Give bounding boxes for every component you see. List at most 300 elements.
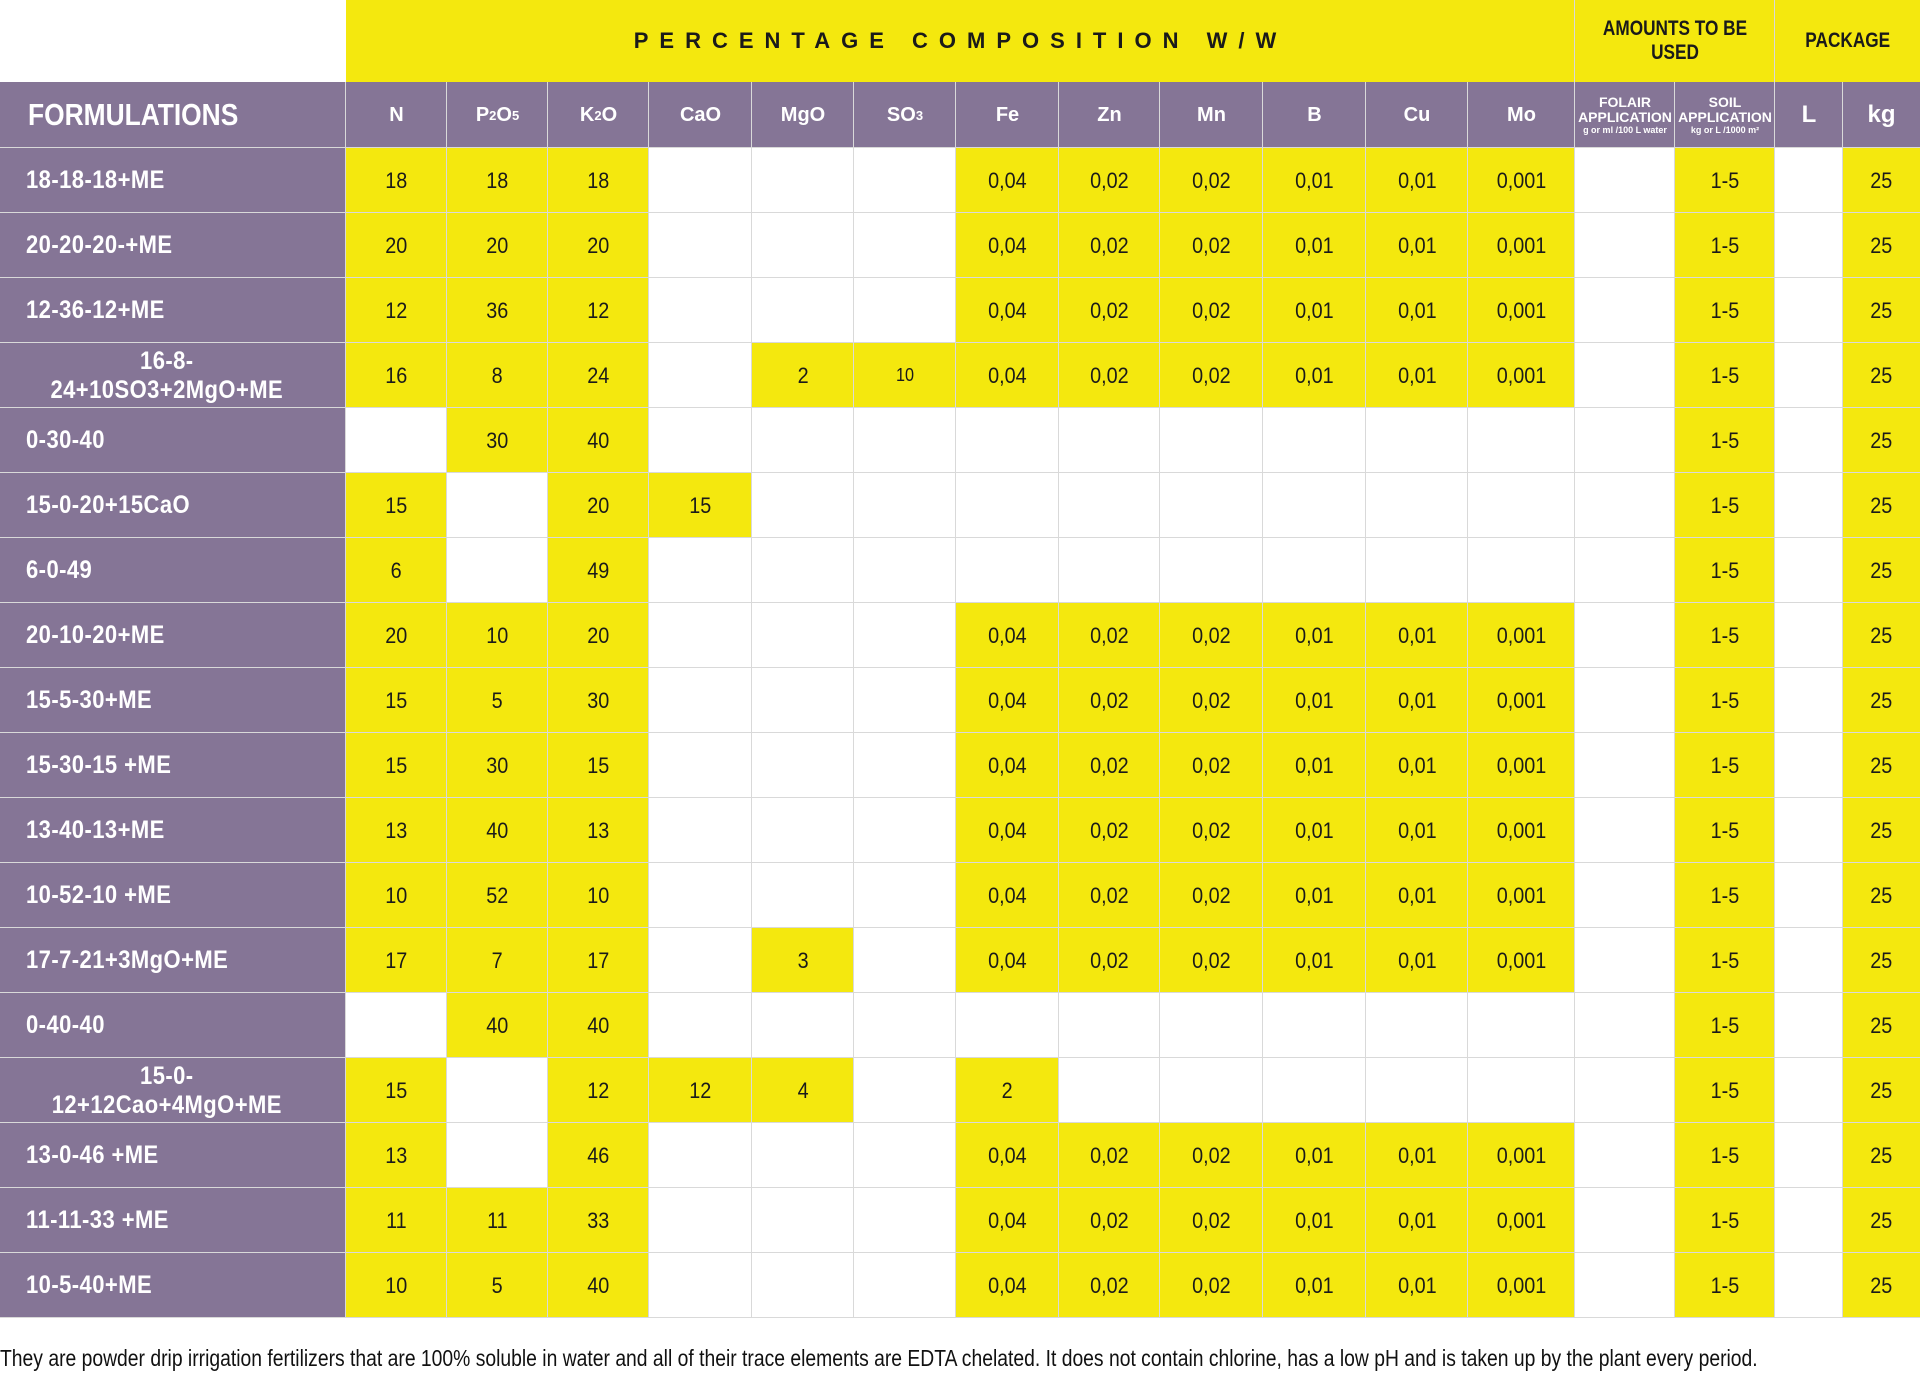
composition-value: 0,02 [1090, 297, 1129, 323]
composition-value: 0,02 [1192, 362, 1231, 388]
soil-value: 1-5 [1710, 167, 1740, 193]
column-header-package-kg [1843, 82, 1920, 148]
composition-cell-mo [1468, 538, 1575, 603]
composition-cell-n [346, 1188, 447, 1253]
composition-value: 0,02 [1192, 752, 1231, 778]
package-l-cell [1775, 473, 1843, 538]
grid-line-horizontal [0, 1187, 1920, 1188]
soil-value: 1-5 [1710, 882, 1740, 908]
composition-cell-cu [1366, 1123, 1468, 1188]
composition-cell-fe [956, 408, 1059, 473]
composition-cell-p2o5 [447, 1188, 548, 1253]
composition-cell-k2o [548, 1123, 649, 1188]
composition-value: 0,04 [988, 1272, 1027, 1298]
composition-value: 40 [486, 1012, 509, 1038]
composition-value: 0,02 [1192, 232, 1231, 258]
composition-value: 18 [587, 167, 610, 193]
composition-cell-mgo [752, 668, 854, 733]
composition-cell-k2o [548, 603, 649, 668]
column-header-k2o [548, 82, 649, 148]
composition-cell-zn [1059, 538, 1160, 603]
package-kg-value: 25 [1870, 362, 1893, 388]
grid-line-vertical [1774, 82, 1775, 1318]
composition-cell-b [1263, 148, 1366, 213]
composition-value: 20 [587, 622, 610, 648]
formulation-name-text: 15-0-20+15CaO [26, 491, 191, 519]
composition-cell-so3 [854, 473, 956, 538]
composition-cell-cu [1366, 408, 1468, 473]
composition-value: 52 [486, 882, 509, 908]
composition-cell-mgo [752, 1058, 854, 1123]
column-header-label: K [579, 103, 595, 126]
composition-cell-n [346, 668, 447, 733]
composition-value: 0,04 [988, 297, 1027, 323]
composition-value: 12 [689, 1077, 712, 1103]
composition-value: 13 [385, 1142, 408, 1168]
composition-cell-b [1263, 863, 1366, 928]
grid-line-vertical [1365, 82, 1366, 1318]
folair-application-cell [1575, 538, 1675, 603]
package-l-label: L [1801, 101, 1817, 128]
composition-value: 0,02 [1192, 1142, 1231, 1168]
folair-application-cell [1575, 1188, 1675, 1253]
group-header-amounts [1575, 0, 1775, 82]
composition-cell-n [346, 278, 447, 343]
column-header-label: Zn [1097, 103, 1122, 126]
grid-line-vertical [1058, 82, 1059, 1318]
composition-cell-fe [956, 278, 1059, 343]
package-l-cell [1775, 1188, 1843, 1253]
composition-cell-p2o5 [447, 928, 548, 993]
composition-cell-p2o5 [447, 1058, 548, 1123]
composition-value: 0,01 [1295, 752, 1334, 778]
composition-value: 0,01 [1295, 882, 1334, 908]
composition-value: 0,01 [1397, 882, 1437, 908]
composition-value: 5 [491, 1272, 504, 1298]
folair-application-cell [1575, 1253, 1675, 1318]
package-kg-label: kg [1867, 101, 1896, 128]
composition-value: 0,04 [988, 167, 1027, 193]
grid-line-horizontal [0, 212, 1920, 213]
column-header-formulations-label: FORMULATIONS [28, 97, 239, 132]
composition-value: 15 [385, 752, 408, 778]
grid-line-vertical [648, 82, 649, 1318]
column-header-cao [649, 82, 752, 148]
formulation-name [0, 863, 346, 928]
composition-cell-b [1263, 733, 1366, 798]
soil-application-cell [1675, 213, 1775, 278]
folair-unit: g or ml /100 L water [1583, 124, 1667, 135]
composition-cell-cu [1366, 538, 1468, 603]
formulation-name [0, 733, 346, 798]
soil-value: 1-5 [1710, 492, 1740, 518]
grid-line-horizontal [0, 797, 1920, 798]
folair-application-cell [1575, 733, 1675, 798]
package-kg-value: 25 [1870, 167, 1893, 193]
composition-cell-cao [649, 1253, 752, 1318]
formulation-name [0, 538, 346, 603]
composition-cell-zn [1059, 993, 1160, 1058]
composition-value: 0,001 [1496, 232, 1547, 258]
composition-cell-k2o [548, 928, 649, 993]
package-l-cell [1775, 213, 1843, 278]
composition-value: 0,02 [1192, 947, 1231, 973]
composition-value: 0,01 [1295, 1272, 1334, 1298]
composition-cell-k2o [548, 798, 649, 863]
group-separator [1574, 0, 1575, 82]
composition-value: 12 [587, 1077, 610, 1103]
formulation-name-text: 13-40-13+ME [26, 816, 165, 844]
composition-value: 8 [491, 362, 504, 388]
composition-value: 0,02 [1192, 1207, 1231, 1233]
composition-value: 7 [491, 947, 504, 973]
composition-cell-p2o5 [447, 863, 548, 928]
package-kg-cell [1843, 473, 1920, 538]
composition-cell-mgo [752, 1188, 854, 1253]
folair-application-cell [1575, 603, 1675, 668]
composition-value: 6 [390, 557, 403, 583]
grid-line-horizontal [0, 732, 1920, 733]
column-header-subscript: 2 [594, 107, 602, 123]
composition-cell-cao [649, 798, 752, 863]
column-header-mn [1160, 82, 1263, 148]
composition-value: 30 [486, 427, 509, 453]
composition-value: 0,01 [1295, 947, 1334, 973]
composition-cell-p2o5 [447, 993, 548, 1058]
composition-cell-fe [956, 798, 1059, 863]
composition-value: 0,01 [1295, 167, 1334, 193]
composition-value: 0,01 [1397, 297, 1437, 323]
grid-line-horizontal [0, 1122, 1920, 1123]
composition-cell-zn [1059, 278, 1160, 343]
formulation-name-text: 17-7-21+3MgO+ME [26, 946, 229, 974]
column-header-label: O [601, 103, 618, 126]
composition-cell-mo [1468, 733, 1575, 798]
composition-cell-k2o [548, 1188, 649, 1253]
grid-line-vertical [547, 82, 548, 1318]
composition-cell-k2o [548, 213, 649, 278]
folair-application-cell [1575, 863, 1675, 928]
formulation-name-text: 0-40-40 [26, 1011, 105, 1039]
composition-cell-mgo [752, 408, 854, 473]
formulation-name-text: 15-5-30+ME [26, 686, 153, 714]
composition-cell-p2o5 [447, 668, 548, 733]
column-header-n [346, 82, 447, 148]
composition-cell-n [346, 1253, 447, 1318]
composition-cell-so3 [854, 213, 956, 278]
composition-cell-p2o5 [447, 278, 548, 343]
composition-value: 0,01 [1397, 752, 1437, 778]
package-l-cell [1775, 603, 1843, 668]
composition-value: 15 [385, 687, 408, 713]
grid-line-horizontal [0, 667, 1920, 668]
composition-cell-so3 [854, 668, 956, 733]
grid-line-horizontal [0, 537, 1920, 538]
soil-application-cell [1675, 603, 1775, 668]
folair-application-cell [1575, 473, 1675, 538]
composition-cell-cao [649, 213, 752, 278]
soil-value: 1-5 [1710, 232, 1740, 258]
grid-line-horizontal [0, 927, 1920, 928]
composition-cell-cu [1366, 668, 1468, 733]
column-header-label: Cu [1403, 103, 1431, 126]
soil-application-cell [1675, 993, 1775, 1058]
composition-cell-mn [1160, 343, 1263, 408]
composition-cell-mn [1160, 798, 1263, 863]
composition-cell-so3 [854, 278, 956, 343]
composition-cell-mgo [752, 1123, 854, 1188]
composition-value: 30 [486, 752, 509, 778]
package-kg-value: 25 [1870, 1272, 1893, 1298]
composition-value: 0,01 [1397, 947, 1437, 973]
composition-value: 0,04 [988, 752, 1027, 778]
composition-value: 0,02 [1090, 752, 1129, 778]
composition-cell-n [346, 993, 447, 1058]
formulation-name-text: 10-52-10 +ME [26, 881, 172, 909]
composition-cell-p2o5 [447, 538, 548, 603]
composition-cell-b [1263, 538, 1366, 603]
composition-value: 3 [797, 947, 809, 973]
composition-cell-k2o [548, 343, 649, 408]
composition-cell-p2o5 [447, 408, 548, 473]
composition-cell-mn [1160, 408, 1263, 473]
composition-cell-n [346, 603, 447, 668]
composition-value: 0,04 [988, 947, 1027, 973]
composition-value: 17 [385, 947, 408, 973]
grid-line-horizontal [0, 1252, 1920, 1253]
composition-cell-mgo [752, 733, 854, 798]
composition-cell-p2o5 [447, 148, 548, 213]
formulation-name-text: 10-5-40+ME [26, 1271, 153, 1299]
composition-cell-so3 [854, 1253, 956, 1318]
composition-cell-n [346, 733, 447, 798]
folair-application-cell [1575, 148, 1675, 213]
package-kg-value: 25 [1870, 297, 1893, 323]
formulation-name-text: 20-10-20+ME [26, 621, 165, 649]
composition-value: 0,04 [988, 687, 1027, 713]
composition-value: 18 [486, 167, 509, 193]
composition-cell-n [346, 798, 447, 863]
column-header-formulations [0, 82, 346, 148]
soil-value: 1-5 [1710, 752, 1740, 778]
soil-value: 1-5 [1710, 687, 1740, 713]
column-header-label: SO [886, 103, 916, 126]
composition-cell-cao [649, 343, 752, 408]
package-kg-cell [1843, 538, 1920, 603]
composition-cell-zn [1059, 408, 1160, 473]
composition-cell-mn [1160, 863, 1263, 928]
composition-value: 0,02 [1090, 232, 1129, 258]
grid-line-horizontal [0, 472, 1920, 473]
composition-cell-n [346, 1058, 447, 1123]
package-kg-cell [1843, 408, 1920, 473]
package-kg-cell [1843, 733, 1920, 798]
composition-value: 0,02 [1192, 882, 1231, 908]
column-header-label: P [475, 103, 490, 126]
composition-cell-zn [1059, 668, 1160, 733]
composition-cell-cu [1366, 863, 1468, 928]
composition-value: 0,04 [988, 362, 1027, 388]
composition-cell-mgo [752, 603, 854, 668]
formulation-name-text: 15-0-12+12Cao+4MgO+ME [51, 1061, 282, 1119]
composition-cell-cao [649, 1188, 752, 1253]
package-kg-cell [1843, 798, 1920, 863]
composition-cell-so3 [854, 148, 956, 213]
composition-cell-mn [1160, 668, 1263, 733]
formulation-name [0, 928, 346, 993]
composition-cell-cao [649, 733, 752, 798]
composition-value: 0,01 [1397, 1207, 1437, 1233]
composition-value: 4 [797, 1077, 809, 1103]
composition-cell-mo [1468, 928, 1575, 993]
composition-value: 0,01 [1397, 622, 1437, 648]
column-header-label: O [496, 103, 512, 126]
group-header-package-label: PACKAGE [1805, 29, 1890, 52]
package-kg-value: 25 [1870, 232, 1893, 258]
package-kg-cell [1843, 993, 1920, 1058]
composition-cell-mgo [752, 863, 854, 928]
formulation-name [0, 1058, 346, 1123]
footnote [0, 1336, 1920, 1380]
soil-value: 1-5 [1710, 1077, 1740, 1103]
package-l-cell [1775, 278, 1843, 343]
composition-cell-n [346, 538, 447, 603]
soil-application-cell [1675, 408, 1775, 473]
composition-value: 0,02 [1090, 817, 1129, 843]
composition-value: 5 [491, 687, 504, 713]
soil-application-cell [1675, 148, 1775, 213]
package-l-cell [1775, 1058, 1843, 1123]
composition-value: 0,02 [1090, 167, 1129, 193]
composition-cell-k2o [548, 408, 649, 473]
composition-cell-k2o [548, 538, 649, 603]
composition-value: 0,01 [1397, 817, 1437, 843]
column-header-folair-application [1575, 82, 1675, 148]
package-l-cell [1775, 798, 1843, 863]
column-header-subscript: 3 [915, 107, 924, 123]
composition-cell-cao [649, 278, 752, 343]
composition-value: 0,04 [988, 232, 1027, 258]
composition-cell-mo [1468, 473, 1575, 538]
composition-value: 0,001 [1496, 947, 1547, 973]
folair-application-cell [1575, 213, 1675, 278]
composition-cell-b [1263, 278, 1366, 343]
composition-cell-b [1263, 213, 1366, 278]
composition-value: 0,01 [1295, 362, 1334, 388]
package-kg-value: 25 [1870, 622, 1893, 648]
column-header-label: N [389, 103, 404, 126]
composition-value: 0,001 [1496, 687, 1547, 713]
composition-cell-cu [1366, 928, 1468, 993]
composition-cell-cao [649, 993, 752, 1058]
composition-value: 40 [486, 817, 509, 843]
composition-value: 24 [587, 362, 610, 388]
composition-cell-mo [1468, 213, 1575, 278]
composition-cell-zn [1059, 1058, 1160, 1123]
composition-cell-cu [1366, 1253, 1468, 1318]
package-kg-value: 25 [1870, 947, 1893, 973]
grid-line-vertical [1467, 82, 1468, 1318]
composition-cell-n [346, 213, 447, 278]
composition-value: 15 [385, 492, 408, 518]
composition-cell-fe [956, 1188, 1059, 1253]
formulation-name [0, 1123, 346, 1188]
formulation-name-text: 15-30-15 +ME [26, 751, 172, 779]
composition-value: 0,01 [1397, 1142, 1437, 1168]
composition-value: 2 [1001, 1077, 1014, 1103]
footnote-text: They are powder drip irrigation fertilizers that are 100% soluble in water and all of their trace elements are EDTA chelated. It does not contain chlorine, has a low pH and is taken up by the plant every period. [0, 1344, 1758, 1371]
composition-cell-b [1263, 928, 1366, 993]
composition-cell-mo [1468, 863, 1575, 928]
grid-line-horizontal [0, 1057, 1920, 1058]
column-header-p2o5 [447, 82, 548, 148]
composition-value: 0,01 [1295, 1142, 1334, 1168]
composition-value: 0,001 [1496, 167, 1547, 193]
composition-cell-mo [1468, 1188, 1575, 1253]
composition-cell-mgo [752, 278, 854, 343]
composition-cell-mn [1160, 1188, 1263, 1253]
composition-value: 0,02 [1090, 362, 1129, 388]
composition-cell-mo [1468, 993, 1575, 1058]
composition-value: 30 [587, 687, 610, 713]
formulation-name [0, 798, 346, 863]
composition-cell-mo [1468, 278, 1575, 343]
package-kg-cell [1843, 1058, 1920, 1123]
composition-cell-so3 [854, 733, 956, 798]
soil-value: 1-5 [1710, 947, 1740, 973]
soil-application-cell [1675, 733, 1775, 798]
composition-value: 20 [587, 232, 610, 258]
composition-cell-mn [1160, 213, 1263, 278]
composition-cell-zn [1059, 343, 1160, 408]
formulation-name [0, 213, 346, 278]
package-l-cell [1775, 343, 1843, 408]
package-kg-cell [1843, 278, 1920, 343]
composition-value: 15 [587, 752, 610, 778]
formulation-name [0, 993, 346, 1058]
group-separator [1774, 0, 1775, 82]
group-header-composition [346, 0, 1575, 82]
composition-value: 0,04 [988, 1207, 1027, 1233]
composition-cell-zn [1059, 603, 1160, 668]
composition-cell-b [1263, 993, 1366, 1058]
composition-cell-p2o5 [447, 1253, 548, 1318]
composition-cell-zn [1059, 1188, 1160, 1253]
composition-cell-k2o [548, 473, 649, 538]
composition-value: 20 [385, 622, 408, 648]
composition-cell-fe [956, 148, 1059, 213]
composition-cell-b [1263, 668, 1366, 733]
composition-value: 0,001 [1496, 1142, 1547, 1168]
package-kg-value: 25 [1870, 687, 1893, 713]
composition-cell-mn [1160, 603, 1263, 668]
composition-cell-fe [956, 668, 1059, 733]
composition-cell-p2o5 [447, 473, 548, 538]
composition-cell-b [1263, 408, 1366, 473]
composition-value: 0,02 [1090, 1207, 1129, 1233]
grid-line-vertical [853, 82, 854, 1318]
grid-line-vertical [751, 82, 752, 1318]
composition-cell-n [346, 1123, 447, 1188]
soil-application-cell [1675, 278, 1775, 343]
composition-value: 46 [587, 1142, 610, 1168]
package-kg-value: 25 [1870, 492, 1893, 518]
composition-cell-mo [1468, 798, 1575, 863]
composition-value: 0,02 [1192, 167, 1231, 193]
composition-value: 40 [587, 1272, 610, 1298]
package-kg-cell [1843, 863, 1920, 928]
composition-value: 0,001 [1496, 297, 1547, 323]
